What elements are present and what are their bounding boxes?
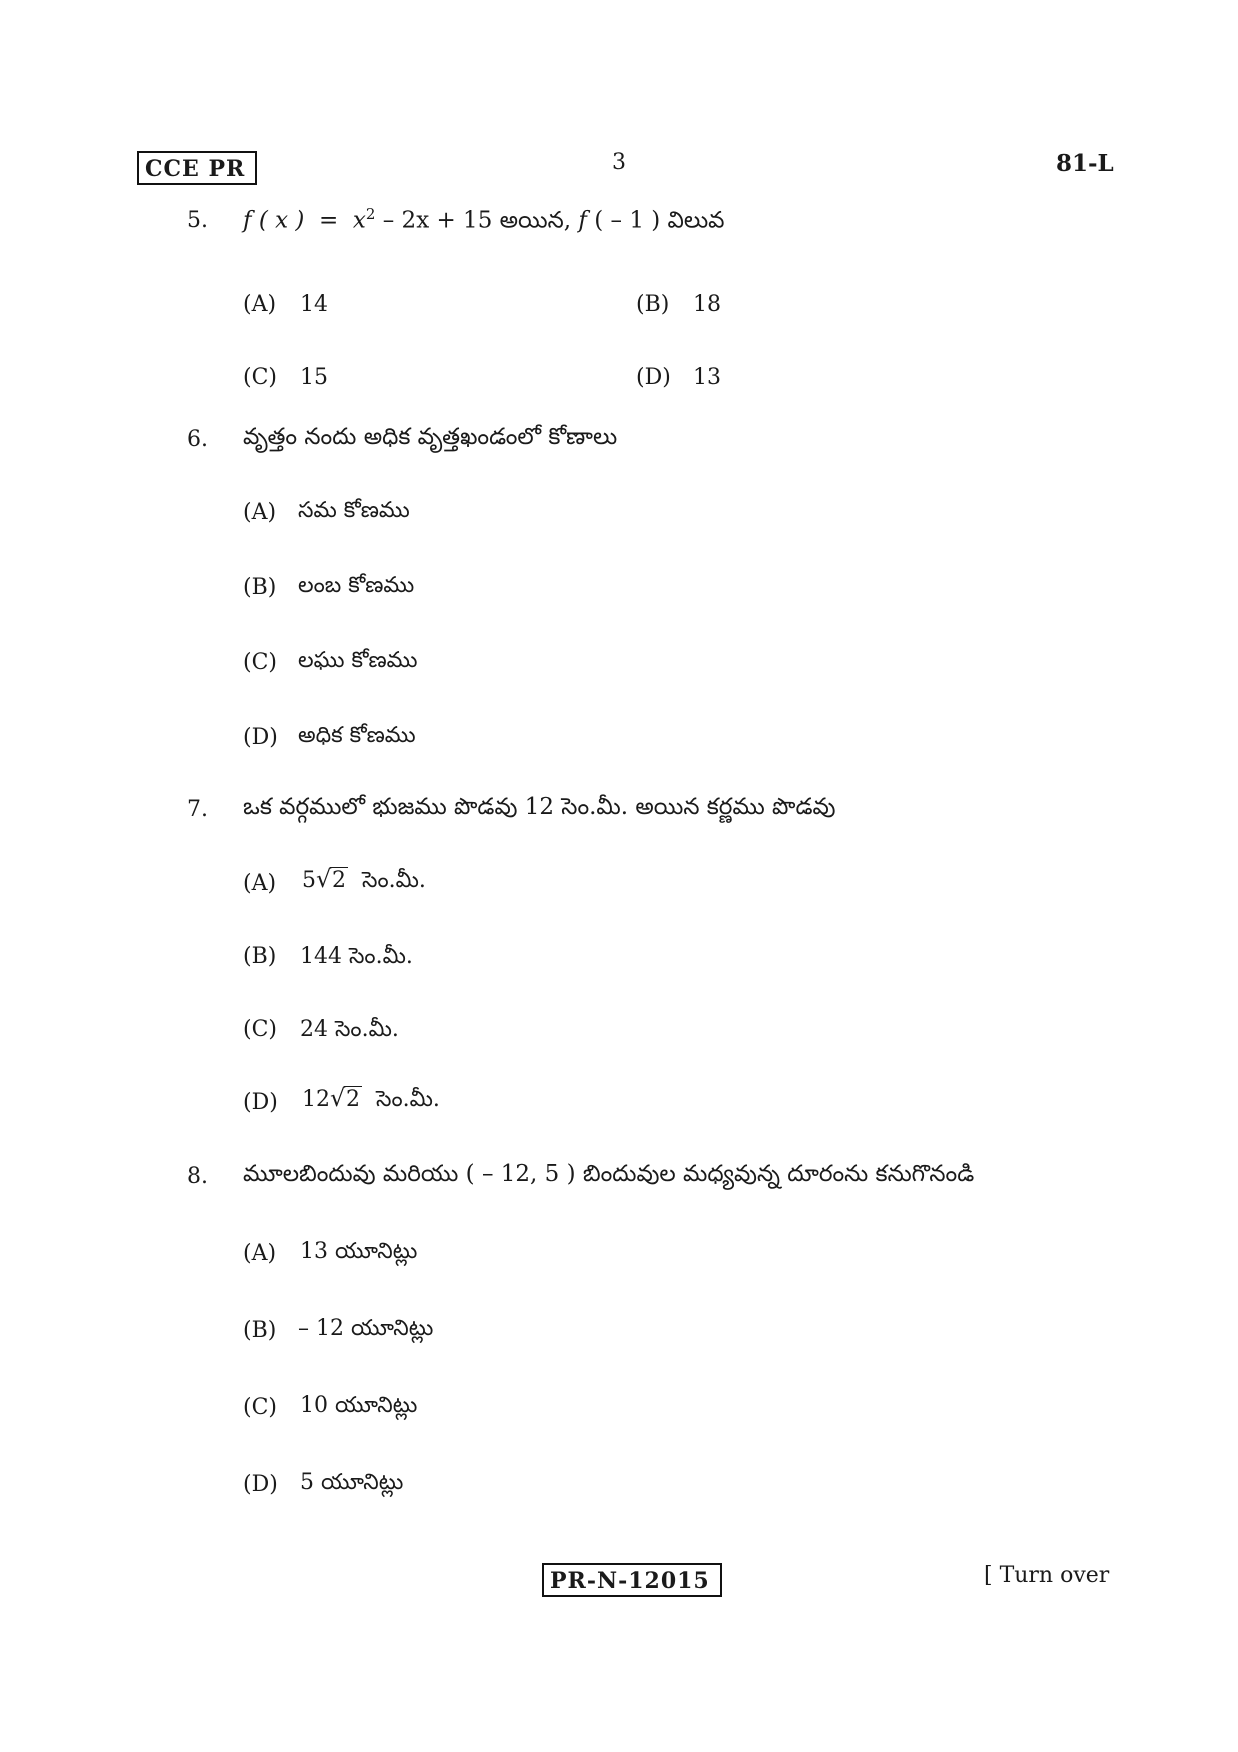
- option-text: లంబ కోణము: [298, 573, 415, 598]
- question-text: ఒక వర్గములో భుజము పొడవు 12 సెం.మీ. అయిన కర్ణము పొడవు: [243, 794, 836, 820]
- option-letter: (A): [243, 500, 277, 525]
- option-text: 18: [693, 292, 721, 317]
- option-letter: (B): [636, 292, 670, 317]
- telugu-text: విలువ: [667, 207, 725, 234]
- option-text: [302, 865, 426, 898]
- option-text: 5 యూనిట్లు: [300, 1470, 404, 1495]
- option-letter: (D): [243, 1472, 278, 1497]
- question-number: 5.: [187, 208, 208, 233]
- option-letter: (D): [243, 725, 278, 750]
- sqrt-coefficient: 5: [302, 868, 316, 893]
- sqrt-radicand: 2: [346, 1087, 360, 1112]
- sqrt-coefficient: 12: [302, 1087, 330, 1112]
- question-text: వృత్తం నందు అధిక వృత్తఖండంలో కోణాలు: [243, 424, 618, 450]
- footer-paper-code: PR-N-12015: [542, 1563, 722, 1597]
- telugu-text: అయిన,: [499, 207, 572, 234]
- option-text: 15: [300, 365, 328, 390]
- math-f: f: [243, 207, 252, 234]
- option-text: 24 సెం.మీ.: [300, 1017, 399, 1042]
- option-text: [302, 1084, 440, 1117]
- option-letter: (A): [243, 292, 277, 317]
- question-number: 6.: [187, 427, 208, 452]
- option-text: 13 యూనిట్లు: [300, 1239, 418, 1264]
- unit-text: సెం.మీ.: [362, 868, 426, 893]
- option-letter: (C): [243, 650, 277, 675]
- question-text: మూలబిందువు మరియు ( – 12, 5 ) బిందువుల మధ్యవున్న దూరంను కనుగొనండి: [243, 1161, 975, 1187]
- math-arg: ( x ): [258, 207, 305, 234]
- option-text: 14: [300, 292, 328, 317]
- option-letter: (B): [243, 1318, 277, 1343]
- option-text: అధిక కోణము: [298, 723, 416, 748]
- math-arg2: ( – 1 ): [594, 207, 661, 234]
- option-letter: (D): [636, 365, 671, 390]
- option-text: 13: [693, 365, 721, 390]
- option-text: 144 సెం.మీ.: [300, 944, 413, 969]
- option-text: సమ కోణము: [298, 498, 410, 523]
- option-letter: (A): [243, 1241, 277, 1266]
- option-letter: (D): [243, 1090, 278, 1115]
- turn-over-text: [ Turn over: [984, 1563, 1110, 1588]
- sqrt-icon: √: [330, 1084, 346, 1112]
- option-letter: (A): [243, 871, 277, 896]
- sqrt-expression: [316, 865, 348, 893]
- math-eq: =: [319, 207, 339, 234]
- paper-type-box: CCE PR: [137, 151, 257, 185]
- question-text: [243, 205, 725, 240]
- unit-text: సెం.మీ.: [376, 1087, 440, 1112]
- math-rest: – 2x + 15: [382, 207, 493, 234]
- math-f2: f: [578, 207, 587, 234]
- option-letter: (C): [243, 1017, 277, 1042]
- option-text: లఘు కోణము: [298, 648, 418, 673]
- sqrt-icon: √: [316, 865, 332, 893]
- sqrt-expression: [330, 1084, 362, 1112]
- question-number: 7.: [187, 797, 208, 822]
- question-number: 8.: [187, 1164, 208, 1189]
- paper-code: 81-L: [1056, 150, 1114, 177]
- option-letter: (B): [243, 575, 277, 600]
- option-letter: (C): [243, 365, 277, 390]
- option-text: – 12 యూనిట్లు: [298, 1316, 434, 1341]
- sqrt-radicand: 2: [332, 868, 346, 893]
- math-x: x: [352, 207, 366, 234]
- option-text: 10 యూనిట్లు: [300, 1393, 418, 1418]
- option-letter: (B): [243, 944, 277, 969]
- page-number: 3: [612, 150, 626, 175]
- option-letter: (C): [243, 1395, 277, 1420]
- math-exponent: 2: [365, 205, 376, 223]
